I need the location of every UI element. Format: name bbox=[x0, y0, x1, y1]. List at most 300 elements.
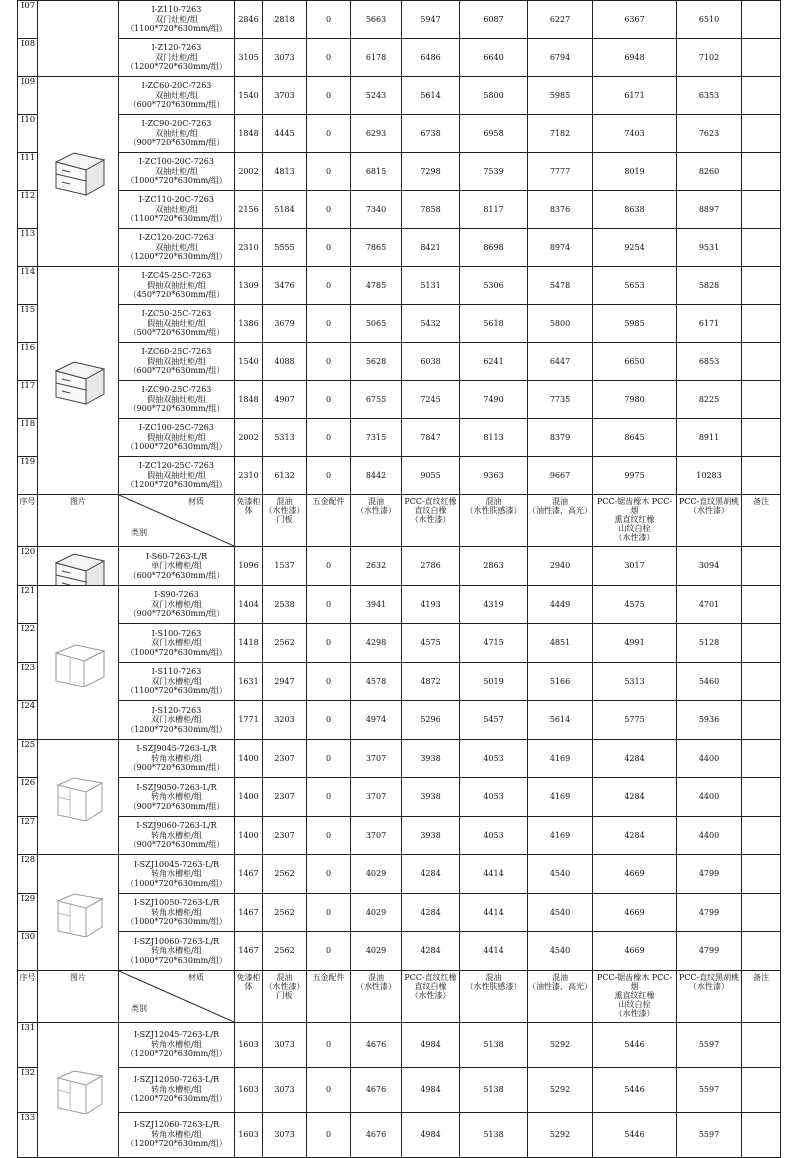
note-cell bbox=[742, 739, 781, 778]
product-name-line: 双抽灶柜/组 bbox=[155, 90, 198, 100]
product-name-line: I-S90-7263 bbox=[154, 590, 199, 599]
price-cell: 2947 bbox=[263, 662, 307, 701]
header-category: 类别 bbox=[131, 1003, 147, 1013]
price-cell: 4284 bbox=[593, 816, 677, 855]
price-cell: 5555 bbox=[263, 229, 307, 267]
price-cell: 7847 bbox=[402, 419, 460, 457]
header-line: 门板 bbox=[276, 515, 293, 524]
price-cell: 7403 bbox=[593, 115, 677, 153]
price-cell: 0 bbox=[307, 77, 351, 115]
product-name-cell bbox=[119, 115, 235, 153]
price-cell: 6367 bbox=[593, 1, 677, 39]
price-cell: 8645 bbox=[593, 419, 677, 457]
price-cell: 5947 bbox=[402, 1, 460, 39]
product-name-line: （1200*720*630mm/组） bbox=[126, 480, 227, 490]
product-name-line: 双门灶柜/组 bbox=[155, 52, 198, 62]
price-cell: 5446 bbox=[593, 1112, 677, 1157]
price-cell: 1400 bbox=[235, 816, 263, 855]
header-line: （水性漆） bbox=[689, 981, 729, 991]
price-cell: 9667 bbox=[528, 457, 593, 495]
table-row bbox=[18, 893, 781, 932]
product-name-line: （900*720*630mm/组） bbox=[128, 609, 225, 618]
price-cell: 1540 bbox=[235, 343, 263, 381]
note-cell bbox=[742, 701, 781, 740]
price-cell: 6755 bbox=[351, 381, 402, 419]
price-cell: 0 bbox=[307, 153, 351, 191]
header-line: 混油 bbox=[552, 972, 568, 982]
price-cell: 5184 bbox=[263, 191, 307, 229]
price-cell: 6038 bbox=[402, 343, 460, 381]
price-cell: 4813 bbox=[263, 153, 307, 191]
price-cell: 1467 bbox=[235, 855, 263, 894]
price-cell: 3703 bbox=[263, 77, 307, 115]
header-col-5 bbox=[460, 495, 528, 547]
table-header-row bbox=[18, 970, 781, 1022]
table-row bbox=[18, 419, 781, 457]
price-cell: 4984 bbox=[402, 1112, 460, 1157]
header-line: PCC-直纹黑胡桃 bbox=[678, 972, 740, 982]
price-cell: 4053 bbox=[460, 816, 528, 855]
header-line: （水性漆） bbox=[356, 506, 396, 515]
price-cell: 8638 bbox=[593, 191, 677, 229]
product-name-line: 转角水槽柜/组 bbox=[151, 869, 202, 878]
price-cell: 6087 bbox=[460, 1, 528, 39]
price-cell: 5138 bbox=[460, 1112, 528, 1157]
price-cell: 4785 bbox=[351, 267, 402, 305]
header-line: 熏直纹红橡 bbox=[614, 990, 655, 1000]
price-cell: 2786 bbox=[402, 547, 460, 586]
price-cell: 1848 bbox=[235, 115, 263, 153]
price-cell: 1603 bbox=[235, 1112, 263, 1157]
price-cell: 1418 bbox=[235, 624, 263, 663]
note-cell bbox=[742, 1112, 781, 1157]
header-line: （水性漆） bbox=[614, 1008, 655, 1018]
price-cell: 4575 bbox=[593, 585, 677, 624]
header-category: 类别 bbox=[131, 528, 147, 537]
price-cell: 0 bbox=[307, 893, 351, 932]
product-name-line: I-SZJ12045-7263-L/R bbox=[133, 1030, 220, 1040]
price-cell: 7340 bbox=[351, 191, 402, 229]
product-name-cell bbox=[119, 1, 235, 39]
price-cell: 1096 bbox=[235, 547, 263, 586]
table-row bbox=[18, 701, 781, 740]
price-cell: 6353 bbox=[677, 77, 742, 115]
product-name-line: （1000*720*630mm/组） bbox=[126, 442, 227, 452]
header-line: 山纹白栓 bbox=[618, 524, 651, 533]
price-cell: 6958 bbox=[460, 115, 528, 153]
price-cell: 0 bbox=[307, 1112, 351, 1157]
product-name-cell bbox=[119, 229, 235, 267]
table-row bbox=[18, 1067, 781, 1112]
note-cell bbox=[742, 305, 781, 343]
price-cell: 3707 bbox=[351, 778, 402, 817]
table-row bbox=[18, 739, 781, 778]
product-name-line: 单门水槽柜/组 bbox=[151, 561, 202, 570]
drawer-cabinet-icon bbox=[50, 357, 108, 405]
price-cell: 1603 bbox=[235, 1022, 263, 1067]
header-line: PCC-锯齿橡木 PCC-烟 bbox=[596, 972, 673, 991]
price-cell: 0 bbox=[307, 547, 351, 586]
price-cell: 2002 bbox=[235, 153, 263, 191]
header-line: 混油 bbox=[368, 972, 384, 982]
header-col-9 bbox=[742, 495, 781, 547]
row-seq: I28 bbox=[18, 855, 38, 894]
price-cell: 8911 bbox=[677, 419, 742, 457]
price-cell: 6738 bbox=[402, 115, 460, 153]
price-cell: 9531 bbox=[677, 229, 742, 267]
header-line: （水性肤感漆） bbox=[465, 981, 522, 991]
note-cell bbox=[742, 457, 781, 495]
row-seq: I13 bbox=[18, 229, 38, 267]
price-cell: 6241 bbox=[460, 343, 528, 381]
note-cell bbox=[742, 229, 781, 267]
price-cell: 7858 bbox=[402, 191, 460, 229]
product-name-cell bbox=[119, 662, 235, 701]
price-cell: 4284 bbox=[402, 855, 460, 894]
note-cell bbox=[742, 1022, 781, 1067]
price-cell: 4029 bbox=[351, 893, 402, 932]
price-cell: 5828 bbox=[677, 267, 742, 305]
product-picture-cell bbox=[38, 77, 119, 267]
product-name-cell bbox=[119, 77, 235, 115]
price-cell: 5614 bbox=[528, 701, 593, 740]
price-cell: 2863 bbox=[460, 547, 528, 586]
header-line: 直纹白橡 bbox=[414, 506, 447, 515]
product-name-line: I-SZJ10060-7263-L/R bbox=[133, 936, 220, 946]
price-cell: 5985 bbox=[528, 77, 593, 115]
price-cell: 4991 bbox=[593, 624, 677, 663]
product-name-line: I-Z120-7263 bbox=[151, 43, 202, 53]
price-cell: 0 bbox=[307, 701, 351, 740]
product-name-line: （900*720*630mm/组） bbox=[128, 138, 225, 148]
header-line: （水性漆） bbox=[410, 515, 451, 524]
note-cell bbox=[742, 381, 781, 419]
price-cell: 6640 bbox=[460, 39, 528, 77]
header-line: 体 bbox=[244, 981, 253, 991]
price-cell: 2562 bbox=[263, 624, 307, 663]
price-cell: 6178 bbox=[351, 39, 402, 77]
product-name-line: 假抽双抽灶柜/组 bbox=[147, 280, 206, 290]
row-seq: I18 bbox=[18, 419, 38, 457]
header-line: 门板 bbox=[276, 990, 293, 1000]
price-cell: 5597 bbox=[677, 1067, 742, 1112]
product-name-line: （1100*720*630mm/组） bbox=[126, 24, 227, 34]
product-name-line: （900*720*630mm/组） bbox=[128, 840, 225, 849]
price-cell: 4169 bbox=[528, 816, 593, 855]
price-cell: 5138 bbox=[460, 1022, 528, 1067]
header-material-category bbox=[119, 970, 235, 1022]
row-seq: I15 bbox=[18, 305, 38, 343]
price-cell: 2538 bbox=[263, 585, 307, 624]
table-row bbox=[18, 1112, 781, 1157]
product-name-line: （1200*720*630mm/组） bbox=[126, 1049, 227, 1059]
product-name-line: I-SZJ9045-7263-L/R bbox=[136, 744, 217, 753]
price-cell: 3073 bbox=[263, 1112, 307, 1157]
price-cell: 6510 bbox=[677, 1, 742, 39]
header-col-4 bbox=[402, 970, 460, 1022]
price-cell: 3073 bbox=[263, 1022, 307, 1067]
price-cell: 5628 bbox=[351, 343, 402, 381]
price-cell: 0 bbox=[307, 1022, 351, 1067]
drawer-cabinet-icon bbox=[50, 148, 108, 196]
note-cell bbox=[742, 893, 781, 932]
header-line: （水性漆） bbox=[614, 533, 655, 542]
price-cell: 5618 bbox=[460, 305, 528, 343]
row-seq: I27 bbox=[18, 816, 38, 855]
price-cell: 4053 bbox=[460, 778, 528, 817]
header-line: 混油 bbox=[276, 497, 293, 506]
product-name-line: 转角水槽柜/组 bbox=[151, 907, 202, 917]
header-line: 直纹白橡 bbox=[414, 981, 447, 991]
product-name-line: 假抽双抽灶柜/组 bbox=[147, 356, 206, 366]
header-line: 体 bbox=[244, 506, 253, 515]
product-name-line: I-Z110-7263 bbox=[151, 5, 202, 15]
table-row bbox=[18, 1, 781, 39]
price-cell: 0 bbox=[307, 1067, 351, 1112]
header-line: （油性漆，高光） bbox=[528, 981, 592, 991]
price-cell: 1467 bbox=[235, 932, 263, 971]
product-name-cell bbox=[119, 267, 235, 305]
price-cell: 4701 bbox=[677, 585, 742, 624]
price-cell: 8019 bbox=[593, 153, 677, 191]
price-cell: 4851 bbox=[528, 624, 593, 663]
price-cell: 4540 bbox=[528, 855, 593, 894]
row-seq: I17 bbox=[18, 381, 38, 419]
price-cell: 4984 bbox=[402, 1067, 460, 1112]
price-cell: 5446 bbox=[593, 1067, 677, 1112]
product-picture-cell bbox=[38, 739, 119, 855]
header-col-3 bbox=[351, 495, 402, 547]
header-col-8 bbox=[677, 970, 742, 1022]
note-cell bbox=[742, 662, 781, 701]
table-row bbox=[18, 1022, 781, 1067]
price-cell: 2156 bbox=[235, 191, 263, 229]
header-line: 免漆柜 bbox=[236, 497, 261, 506]
header-line: 备注 bbox=[753, 497, 769, 506]
price-cell: 3707 bbox=[351, 739, 402, 778]
product-name-line: （1200*720*630mm/组） bbox=[126, 724, 227, 734]
price-cell: 4974 bbox=[351, 701, 402, 740]
price-cell: 7777 bbox=[528, 153, 593, 191]
product-name-line: （1000*720*630mm/组） bbox=[126, 917, 227, 926]
header-picture: 图片 bbox=[38, 970, 119, 1022]
row-seq: I16 bbox=[18, 343, 38, 381]
price-cell: 0 bbox=[307, 739, 351, 778]
price-cell: 6794 bbox=[528, 39, 593, 77]
product-name-line: 双抽灶柜/组 bbox=[155, 128, 198, 138]
table-row bbox=[18, 115, 781, 153]
table-row bbox=[18, 457, 781, 495]
price-cell: 6132 bbox=[263, 457, 307, 495]
price-cell: 5597 bbox=[677, 1112, 742, 1157]
header-material-category bbox=[119, 495, 235, 547]
price-cell: 8379 bbox=[528, 419, 593, 457]
price-cell: 3679 bbox=[263, 305, 307, 343]
product-name-line: I-ZC120-25C-7263 bbox=[139, 461, 214, 471]
price-cell: 2310 bbox=[235, 457, 263, 495]
price-cell: 9363 bbox=[460, 457, 528, 495]
product-name-line: （600*720*630mm/组） bbox=[128, 100, 225, 110]
product-name-cell bbox=[119, 1112, 235, 1157]
single-sink-cabinet-icon bbox=[50, 549, 108, 585]
price-cell: 10283 bbox=[677, 457, 742, 495]
note-cell bbox=[742, 39, 781, 77]
product-name-cell bbox=[119, 305, 235, 343]
product-name-cell bbox=[119, 855, 235, 894]
row-seq: I19 bbox=[18, 457, 38, 495]
price-cell: 7298 bbox=[402, 153, 460, 191]
product-picture-cell bbox=[38, 585, 119, 739]
header-line: 免漆柜 bbox=[236, 972, 261, 982]
price-cell: 6948 bbox=[593, 39, 677, 77]
price-cell: 9055 bbox=[402, 457, 460, 495]
price-cell: 5597 bbox=[677, 1022, 742, 1067]
header-line: 备注 bbox=[753, 972, 769, 982]
price-cell: 5985 bbox=[593, 305, 677, 343]
price-cell: 4872 bbox=[402, 662, 460, 701]
note-cell bbox=[742, 816, 781, 855]
product-name-line: I-ZC45-25C-7263 bbox=[141, 271, 212, 281]
header-line: （油性漆，高光） bbox=[528, 506, 592, 515]
table-row bbox=[18, 932, 781, 971]
header-line: 混油 bbox=[485, 972, 502, 982]
price-cell: 1309 bbox=[235, 267, 263, 305]
table-row bbox=[18, 229, 781, 267]
product-name-line: I-S110-7263 bbox=[151, 667, 202, 676]
row-seq: I10 bbox=[18, 115, 38, 153]
price-cell: 7539 bbox=[460, 153, 528, 191]
price-cell: 5460 bbox=[677, 662, 742, 701]
price-cell: 6171 bbox=[677, 305, 742, 343]
product-picture-cell bbox=[38, 1022, 119, 1157]
price-cell: 5065 bbox=[351, 305, 402, 343]
price-cell: 4400 bbox=[677, 739, 742, 778]
price-cell: 4414 bbox=[460, 893, 528, 932]
price-cell: 3017 bbox=[593, 547, 677, 586]
product-picture-cell bbox=[38, 855, 119, 971]
price-cell: 3203 bbox=[263, 701, 307, 740]
header-col-0 bbox=[235, 495, 263, 547]
product-name-line: I-ZC90-20C-7263 bbox=[141, 119, 212, 129]
price-cell: 4284 bbox=[402, 932, 460, 971]
table-row bbox=[18, 305, 781, 343]
product-name-line: （900*720*630mm/组） bbox=[128, 404, 225, 414]
row-seq: I25 bbox=[18, 739, 38, 778]
price-cell: 6650 bbox=[593, 343, 677, 381]
header-col-1 bbox=[263, 970, 307, 1022]
product-name-cell bbox=[119, 1067, 235, 1112]
table-row bbox=[18, 191, 781, 229]
price-cell: 5446 bbox=[593, 1022, 677, 1067]
product-name-line: （1200*720*630mm/组） bbox=[126, 62, 227, 72]
product-name-cell bbox=[119, 893, 235, 932]
price-cell: 4029 bbox=[351, 932, 402, 971]
price-cell: 6853 bbox=[677, 343, 742, 381]
price-cell: 5296 bbox=[402, 701, 460, 740]
header-line: （水性漆） bbox=[410, 990, 451, 1000]
product-name-line: （450*720*630mm/组） bbox=[128, 290, 225, 300]
product-name-line: 双门水槽柜/组 bbox=[151, 638, 202, 647]
price-cell: 0 bbox=[307, 662, 351, 701]
price-cell: 5292 bbox=[528, 1067, 593, 1112]
row-seq: I08 bbox=[18, 39, 38, 77]
price-cell: 2562 bbox=[263, 932, 307, 971]
table-row bbox=[18, 855, 781, 894]
price-table bbox=[17, 0, 781, 1158]
price-cell: 0 bbox=[307, 816, 351, 855]
price-cell: 4799 bbox=[677, 893, 742, 932]
product-name-line: I-SZJ10050-7263-L/R bbox=[133, 898, 220, 907]
note-cell bbox=[742, 115, 781, 153]
product-name-line: 转角水槽柜/组 bbox=[151, 1129, 202, 1139]
price-cell: 0 bbox=[307, 115, 351, 153]
price-cell: 2632 bbox=[351, 547, 402, 586]
price-cell: 4298 bbox=[351, 624, 402, 663]
price-cell: 0 bbox=[307, 267, 351, 305]
header-line: （水性漆） bbox=[264, 981, 305, 991]
product-name-line: I-ZC60-25C-7263 bbox=[141, 347, 212, 357]
price-cell: 8974 bbox=[528, 229, 593, 267]
product-name-cell bbox=[119, 153, 235, 191]
header-col-8 bbox=[677, 495, 742, 547]
price-cell: 0 bbox=[307, 585, 351, 624]
price-cell: 4540 bbox=[528, 893, 593, 932]
note-cell bbox=[742, 855, 781, 894]
price-cell: 7245 bbox=[402, 381, 460, 419]
price-cell: 5478 bbox=[528, 267, 593, 305]
price-cell: 4907 bbox=[263, 381, 307, 419]
row-seq: I23 bbox=[18, 662, 38, 701]
price-cell: 8117 bbox=[460, 191, 528, 229]
note-cell bbox=[742, 267, 781, 305]
price-cell: 4799 bbox=[677, 855, 742, 894]
product-name-line: I-ZC100-20C-7263 bbox=[139, 157, 214, 167]
price-cell: 4284 bbox=[593, 739, 677, 778]
price-cell: 8225 bbox=[677, 381, 742, 419]
product-name-line: （1000*720*630mm/组） bbox=[126, 878, 227, 888]
price-cell: 6486 bbox=[402, 39, 460, 77]
price-sheet bbox=[17, 0, 780, 1158]
price-cell: 5936 bbox=[677, 701, 742, 740]
product-name-cell bbox=[119, 932, 235, 971]
product-name-line: （600*720*630mm/组） bbox=[128, 366, 225, 376]
product-picture-cell bbox=[38, 267, 119, 495]
price-cell: 4578 bbox=[351, 662, 402, 701]
price-cell: 4669 bbox=[593, 855, 677, 894]
price-cell: 5128 bbox=[677, 624, 742, 663]
product-name-line: 双门水槽柜/组 bbox=[151, 715, 202, 724]
price-cell: 0 bbox=[307, 381, 351, 419]
price-cell: 4400 bbox=[677, 778, 742, 817]
price-cell: 2307 bbox=[263, 816, 307, 855]
price-cell: 4676 bbox=[351, 1022, 402, 1067]
header-line: PCC-直纹红橡 bbox=[404, 972, 457, 982]
table-row bbox=[18, 343, 781, 381]
price-cell: 0 bbox=[307, 778, 351, 817]
price-cell: 4053 bbox=[460, 739, 528, 778]
corner-cabinet-icon bbox=[50, 773, 108, 821]
row-seq: I33 bbox=[18, 1112, 38, 1157]
price-cell: 5432 bbox=[402, 305, 460, 343]
row-seq: I26 bbox=[18, 778, 38, 817]
header-col-7 bbox=[593, 970, 677, 1022]
note-cell bbox=[742, 547, 781, 586]
price-cell: 6227 bbox=[528, 1, 593, 39]
price-cell: 0 bbox=[307, 1, 351, 39]
header-line: 五金配件 bbox=[312, 497, 345, 506]
note-cell bbox=[742, 778, 781, 817]
price-cell: 8260 bbox=[677, 153, 742, 191]
